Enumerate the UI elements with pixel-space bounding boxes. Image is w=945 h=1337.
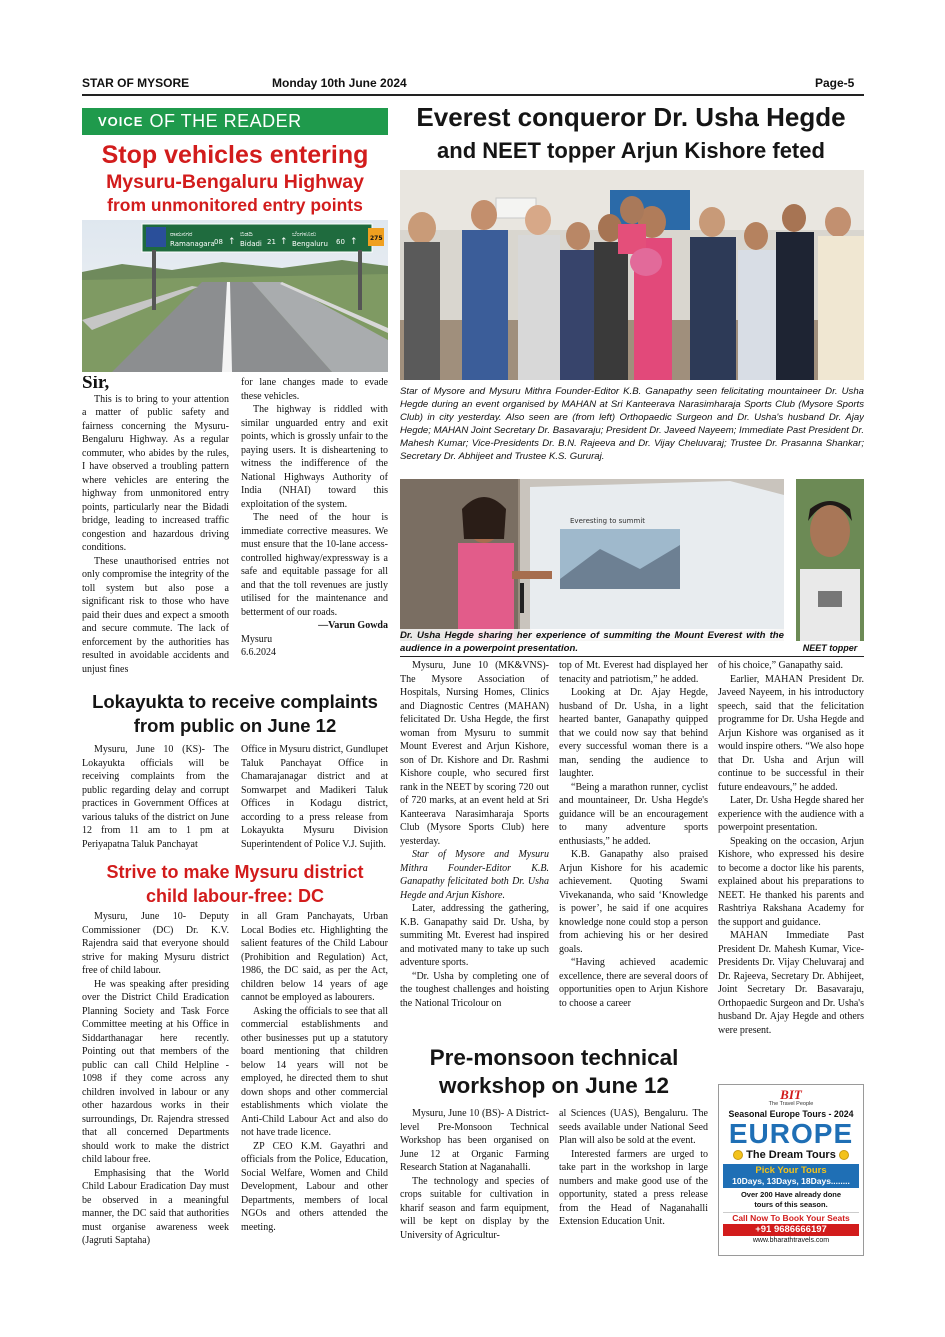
voice-of-reader-banner — [82, 108, 388, 135]
letter-column-1 — [82, 376, 229, 684]
sign-ramanagara-km: 08 — [214, 238, 223, 246]
ad-logo: BIT — [780, 1087, 802, 1102]
ad-cta-box[interactable] — [723, 1212, 859, 1246]
ad-title: EUROPE — [728, 1118, 854, 1149]
ad-durations: 10Days, 13Days, 18Days........ — [732, 1176, 850, 1186]
everest-column-2 — [559, 659, 708, 1041]
letter-place: Mysuru — [241, 633, 273, 645]
ad-subtitle-row — [719, 1149, 863, 1161]
letter-salutation-text: Sir, — [82, 376, 110, 393]
lokayukta-column-1 — [82, 743, 229, 855]
letter-paragraph: This is to bring to your attention a matter of public safety and fairness concerning the Mysuru-Bengaluru Highway. As a regular commuter, who abides by the rules, I have observed a troubling pattern where vehicles are entering the highway from unmonitored entry points, particularly near the Bidadi bridge, leading to increased traffic congestion and hazardous driving conditions. — [82, 393, 229, 553]
slide-text: Everesting to summit — [570, 517, 646, 525]
letter-salutation — [82, 376, 229, 393]
arjun-photo — [796, 479, 864, 641]
child-labour-column-2 — [241, 910, 388, 1260]
child-labour-paragraph: Emphasising that the World Child Labour Eradication Day must be observed in a meaningful manner, the DC said that authorities must organise awareness week (Jagruti Saptaha) — [82, 1167, 229, 1246]
lokayukta-paragraph: Mysuru, June 10 (KS)- The Lokayukta officials will be receiving complaints from the public regarding delay and corrupt practices in Government Offices at various taluks of the district on June 12 from 11 am to 1 pm at Periyapatna Taluk Panchayat — [82, 744, 229, 850]
ad-subtitle: The Dream Tours — [746, 1149, 836, 1161]
monsoon-column-1 — [400, 1107, 549, 1265]
letter-date: 6.6.2024 — [241, 647, 276, 658]
letter-headline-1: Stop vehicles entering — [101, 141, 369, 169]
group-photo-drawing — [400, 170, 864, 380]
letter-column-2 — [241, 376, 388, 684]
sign-bengaluru: Bengaluru — [292, 240, 328, 248]
smiley-icon — [839, 1150, 849, 1160]
arjun-caption: NEET topper — [802, 643, 858, 653]
sign-bengaluru-kn: ಬೆಂಗಳೂರು — [292, 230, 317, 238]
arjun-photo-drawing — [796, 479, 864, 641]
sign-bengaluru-km: 60 — [336, 238, 345, 246]
everest-paragraph: “Having achieved academic excellence, there are several doors of opportunities open to Arjun Kishore to choose a career — [559, 957, 708, 1009]
issue-date: Monday 10th June 2024 — [272, 76, 407, 90]
lokayukta-column-2 — [241, 743, 388, 855]
monsoon-headline-2: workshop on June 12 — [438, 1073, 670, 1098]
lokayukta-headline-1: Lokayukta to receive complaints — [92, 691, 378, 712]
highway-photo — [82, 220, 388, 372]
everest-headline-2: and NEET topper Arjun Kishore feted — [437, 138, 825, 163]
everest-paragraph: Earlier, MAHAN President Dr. Javeed Nayeem, in his introductory speech, said that the felicitation programme for Dr. Usha Hegde and Arjun Kishore was organised as it would inspire others. “We also hope that Dr. Usha and Arjun will continue to be successful in their future endeavours,” he added. — [718, 673, 864, 793]
monsoon-paragraph: Mysuru, June 10 (BS)- A District-level Pre-Monsoon Technical Workshop has been organised on June 12 at Organic Farming Research Station at Naganahalli. — [400, 1108, 549, 1173]
sign-up-arrow-icon: ↑ — [228, 237, 236, 247]
everest-paragraph: Later, Dr. Usha Hegde shared her experience with the audience with a powerpoint presentation. — [718, 795, 864, 833]
sign-ramanagara-kn: ರಾಮನಗರ — [170, 230, 193, 238]
monsoon-paragraph: The technology and species of crops suitable for cultivation in kharif season and farm equipment, will be kept on display by the University of Agricultur- — [400, 1175, 549, 1241]
smiley-icon — [733, 1150, 743, 1160]
everest-paragraph: MAHAN Immediate Past President Dr. Mahesh Kumar, Vice-Presidents Dr. Vijay Cheluvaraj and Dr. Rajeeva, Secretary Dr. Abhijeet, Joint Secretary Dr. Basavaraju, Orthopaedic Surgeon and Dr. Usha's husband Dr. Ajay Hegde and others were present. — [718, 930, 864, 1036]
ad-tagline: The Travel People — [768, 1101, 814, 1107]
child-labour-paragraph: Mysuru, June 10- Deputy Commissioner (DC) Dr. K.V. Rajendra said that everyone should strive for making Mysuru district free of child labour. — [82, 911, 229, 976]
paper-name: STAR OF MYSORE — [82, 76, 190, 90]
everest-paragraph: Mysuru, June 10 (MK&VNS)- The Mysore Association of Hospitals, Nursing Homes, Clinics and Diagnostic Centres (MAHAN) felicitated Dr. Usha Hegde, the first woman from Mysuru to summit Mount Everest and Arjun Kishore, son of Dr. Kishore and Dr. Rashmi Kishore couple, who secured first rank in the NEET by scoring 720 out of 720 marks, at an event held at Sri Kanteerava Narasimharaja Sports Club (Mysore Sports Club) here yesterday. — [400, 660, 549, 847]
everest-paragraph: Speaking on the occasion, Arjun Kishore, who expressed his desire to become a doctor like his parents, explained about his preparations to NEET. He thanked his parents and Rashtriya Rakshana Academy for the support and guidance. — [718, 835, 864, 928]
page-number: Page-5 — [815, 76, 855, 90]
monsoon-headline-1: Pre-monsoon technical — [429, 1045, 679, 1070]
ad-website[interactable]: www.bharathtravels.com — [752, 1237, 830, 1244]
letter-paragraph: The need of the hour is immediate corrective measures. We must ensure that the 10-lane access-controlled highway/expressway is a safe and equitable passage for all and that the toll revenues are justly utilised for the maintenance and betterment of our roads. — [241, 512, 388, 618]
child-labour-headline-2: child labour-free: DC — [145, 886, 324, 906]
voice-label-bold: VOICE — [98, 114, 144, 129]
letter-paragraph: for lane changes made to evade these vehicles. — [241, 377, 388, 402]
lokayukta-paragraph: Office in Mysuru district, Gundlupet Taluk Panchayat Office in Chamarajanagar district and at Somwarpet and Madikeri Taluk Offices in Kodagu district, according to a press release from Lokayukta Mysuru Division Superintendent of Police V.J. Sujith. — [241, 744, 388, 850]
everest-paragraph: Later, addressing the gathering, K.B. Ganapathy said Dr. Usha, by summiting Mt. Everest had inspired and motivated many to take up such adventure sports. — [400, 903, 549, 968]
monsoon-paragraph: Interested farmers are urged to take part in the workshop in large numbers and make good use of the opportunity, stated a press release from the Head of Naganahalli Extension Education Unit. — [559, 1148, 708, 1227]
child-labour-paragraph: He was speaking after presiding over the District Child Eradication Planning Society and Task Force Committee meeting at his Office in Siddarthanagar here recently. Pointing out that members of the public can call Child Helpline - 1098 if they come across any children involved in labour or any other hazardous works in their surroundings, Dr. Rajendra stressed that all concerned Departments should work to make the district child labour free. — [82, 978, 229, 1165]
everest-column-3 — [718, 659, 864, 1077]
child-labour-paragraph: in all Gram Panchayats, Urban Local Bodies etc. Highlighting the salient features of the Child Labour (Prohibition and Regulation) Act, 1986, the DC said, as per the Act, children below 14 years of age cannot be employed as labourers. — [241, 911, 388, 1003]
caption-rule — [400, 656, 864, 657]
ad-note-1: Over 200 Have already done — [740, 1190, 842, 1199]
everest-paragraph: “Dr. Usha by completing one of the toughest challenges and hoisting the National Tricolour on — [400, 970, 549, 1009]
masthead-rule — [82, 94, 864, 96]
monsoon-paragraph: al Sciences (UAS), Bengaluru. The seeds available under National Seed Plan will also be sold at the event. — [559, 1108, 708, 1146]
everest-headline-1: Everest conqueror Dr. Usha Hegde — [416, 102, 846, 132]
ad-phone[interactable]: +91 9686666197 — [723, 1224, 859, 1236]
ad-season-line: Seasonal Europe Tours - 2024 — [728, 1109, 854, 1119]
letter-headline-3: from unmonitored entry points — [107, 195, 363, 215]
child-labour-paragraph: ZP CEO K.M. Gayathri and officials from the Police, Education, Social Welfare, Women and Child Development, Labour and other Departments, members of local NGOs and others attended the meeting. — [241, 1140, 388, 1233]
presentation-photo-drawing — [400, 479, 784, 641]
lokayukta-headline-2: from public on June 12 — [133, 715, 337, 736]
everest-paragraph — [400, 848, 549, 902]
everest-paragraph-text: Star of Mysore and Mysuru Mithra Founder-Editor K.B. Ganapathy felicitated both Dr. Usha Hegde and Arjun Kishore. — [400, 849, 549, 901]
group-photo-caption: Star of Mysore and Mysuru Mithra Founder-Editor K.B. Ganapathy seen felicitating mountaineer Dr. Usha Hegde during an event organised by MAHAN at Sri Kanteerava Narasimharaja Sports Club (Mysore Sports Club) in city yesterday. Also seen are (from left) Orthopaedic Surgeon and Dr. Usha's husband Dr. Ajay Hegde; MAHAN Joint Secretary Dr. Basavaraju; President Dr. Javeed Nayeem; Immediate Past President Dr. Mahesh Kumar; Vice-Presidents Dr. B.N. Rajeeva and Dr. Vijay Cheluvaraj; Trustee Dr. Prasanna Shankar; Secretary Dr. Abhijeet and Trustee K.S. Gururaj. — [400, 386, 864, 462]
everest-paragraph: of his choice,” Ganapathy said. — [718, 660, 843, 671]
everest-paragraph: top of Mt. Everest had displayed her tenacity and patriotism,” he added. — [559, 660, 708, 685]
ad-note-2: tours of this season. — [754, 1200, 828, 1209]
sign-up-arrow-icon: ↑ — [280, 237, 288, 247]
presentation-caption: Dr. Usha Hegde sharing her experience of summiting the Mount Everest with the audience in a powerpoint presentation. — [400, 630, 784, 654]
ad-cta: Call Now To Book Your Seats — [732, 1213, 850, 1223]
sign-up-arrow-icon: ↑ — [350, 237, 358, 247]
europe-tours-ad[interactable] — [718, 1084, 864, 1256]
letter-paragraph: These unauthorised entries not only compromise the integrity of the toll system but also pose a significant risk to those who have paid their dues and expect a smooth and secure commute. The lack of enforcement by the authorities has resulted in avoidable accidents and unjust fines — [82, 555, 229, 675]
letter-headline-2: Mysuru-Bengaluru Highway — [106, 171, 364, 193]
monsoon-column-2 — [559, 1107, 708, 1265]
everest-paragraph: K.B. Ganapathy also praised Arjun Kishore for his academic achievement. Quoting Swami Vivekananda, who said ‘Knowledge is power’, he said if one acquires knowledge none could stop a person from achieving his or her desired goals. — [559, 849, 708, 955]
child-labour-column-1 — [82, 910, 229, 1260]
presentation-photo — [400, 479, 784, 641]
sign-bidadi-kn: ಬಿಡದಿ — [240, 230, 253, 238]
child-labour-paragraph: Asking the officials to see that all commercial establishments and other businesses put up a statutory board mentioning that children below 14 years will not be employed, he directed them to shut down shops and other commercial establishments which violate the Anti-Child Labour Act and also do not have trade licence. — [241, 1005, 388, 1138]
letter-paragraph: The highway is riddled with similar unguarded entry and exit points, which is grossly unfair to the paying users. It is disheartening to witness the indifference of the National Highways Authority of India (NHAI) toward this exploitation of the system. — [241, 404, 388, 510]
sign-highway-shield: 275 — [370, 235, 383, 242]
everest-paragraph: Looking at Dr. Ajay Hegde, husband of Dr. Usha, in a light hearted banter, Ganapathy quipped that we could now say that behind every successful woman there is a man, sending the audience to laughter. — [559, 687, 708, 779]
sign-bidadi-km: 21 — [267, 238, 276, 246]
everest-paragraph: “Being a marathon runner, cyclist and mountaineer, Dr. Usha Hegde's guidance will be an encouragement to many adventure sports enthusiasts,” he added. — [559, 781, 708, 847]
everest-column-1 — [400, 659, 549, 1041]
child-labour-headline-1: Strive to make Mysuru district — [106, 862, 364, 882]
voice-label-rest: OF THE READER — [149, 111, 302, 131]
ad-pick-box — [723, 1164, 859, 1188]
ad-pick: Pick Your Tours — [755, 1165, 827, 1176]
group-photo — [400, 170, 864, 380]
sign-bidadi: Bidadi — [240, 240, 262, 248]
letter-signature: —Varun Gowda — [318, 620, 388, 631]
sign-ramanagara: Ramanagara — [170, 240, 215, 248]
highway-photo-drawing — [82, 220, 388, 372]
